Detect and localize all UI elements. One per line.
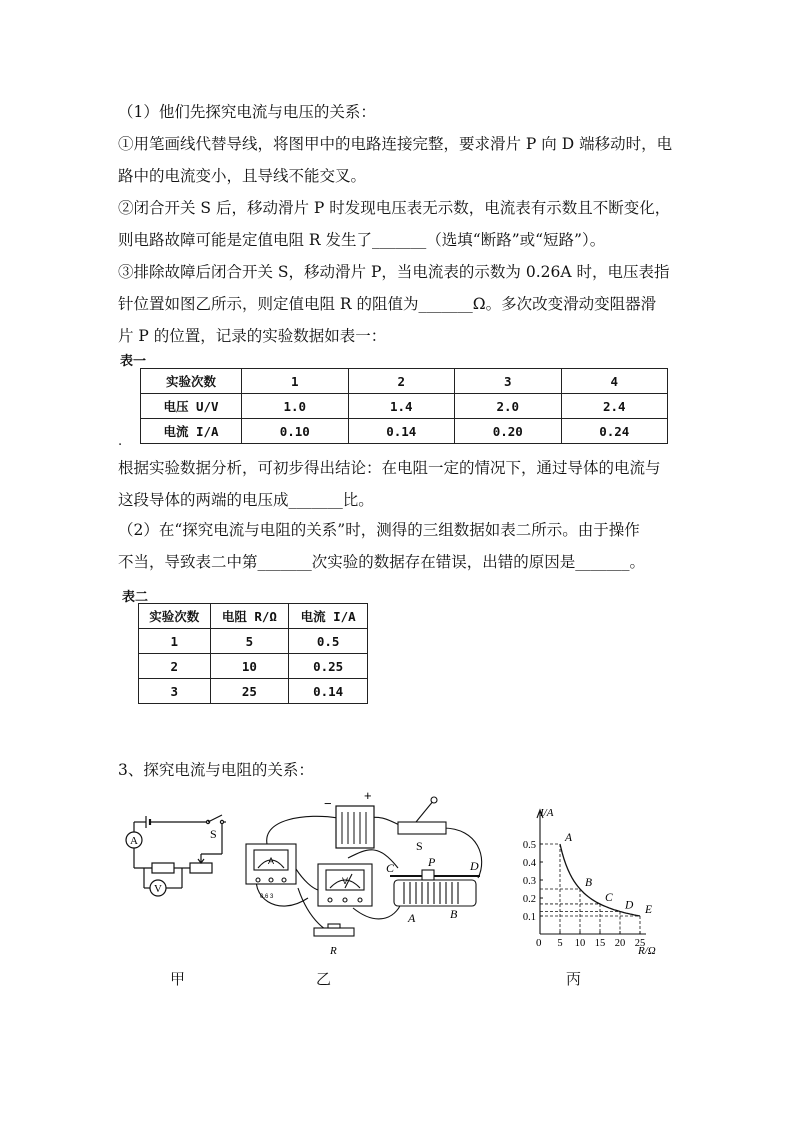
battery-minus-label: − [324,796,332,811]
table-cell: 2.4 [561,394,668,419]
rheostat-terminal-d: D [470,859,479,873]
knife-switch-icon [398,797,446,834]
point-label-d: D [625,899,634,912]
y-tick-label: 0.4 [522,858,536,869]
part2-line2: 不当，导致表二中第_______次实验的数据存在错误，出错的原因是_______。 [118,553,646,571]
x-tick-label: 10 [574,938,586,949]
switch-label: S [416,839,423,853]
table-row [141,369,668,394]
table-cell: 2 [139,654,211,679]
table-cell: 0.25 [289,654,368,679]
circuit-diagram-jia [118,810,240,910]
section3-title: 3、探究电流与电阻的关系： [118,761,314,779]
table-cell: 0.5 [289,629,368,654]
table-cell: 2.0 [455,394,562,419]
resistor-label: R [330,945,337,957]
rheostat-terminal-b: B [450,907,458,921]
rheostat-terminal-c: C [386,861,395,875]
table2-label: 表二 [122,590,149,605]
figure-caption-jia: 甲 [170,970,186,988]
table-cell: 1.0 [242,394,349,419]
y-tick-label: 0.3 [522,876,536,887]
figure-caption-bing: 丙 [566,970,582,988]
part1-heading: （1）他们先探究电流与电压的关系： [118,103,376,121]
part2-line1: （2）在“探究电流与电阻的关系”时，测得的三组数据如表二所示。由于操作 [118,521,640,539]
table-cell: 1.4 [348,394,455,419]
battery-icon [336,806,374,848]
rheostat-slider-p: P [428,855,436,869]
table-cell: 实验次数 [141,369,242,394]
stray-dot: . [118,434,123,449]
point-label-c: C [605,891,613,904]
table-cell: 0.10 [242,419,349,444]
table-cell: 10 [210,654,289,679]
question3-line1: ③排除故障后闭合开关 S，移动滑片 P，当电流表的示数为 0.26A 时，电压表指 [118,263,670,281]
y-tick-label: 0.1 [522,912,536,923]
table-cell: 0.14 [289,679,368,704]
current-resistance-graph [500,800,670,960]
table-cell: 电流 I/A [141,419,242,444]
table-row [139,679,368,704]
x-tick-label: 15 [594,938,606,949]
battery-plus-label: + [364,788,372,803]
table-row [139,629,368,654]
table-cell: 3 [139,679,211,704]
switch-blade [208,815,222,822]
switch-contact [220,820,223,823]
rheostat [190,863,212,873]
question1-line1: ①用笔画线代替导线，将图甲中的电路连接完整，要求滑片 P 向 D 端移动时，电 [118,135,673,153]
conclusion-line2: 这段导体的两端的电压成_______比。 [118,491,374,509]
question2-line2: 则电路故障可能是定值电阻 R 发生了_______（选填“断路”或“短路”）。 [118,231,606,249]
table2 [138,603,368,704]
ammeter-face-label: A [268,856,275,866]
voltmeter-label: V [154,883,162,895]
table-cell: 电流 I/A [289,604,368,629]
y-axis-label: I/A [540,807,554,819]
voltmeter-face-label: V [342,876,349,886]
point-label-e: E [645,904,653,916]
table-cell: 4 [561,369,668,394]
table-cell: 实验次数 [139,604,211,629]
question2-line1: ②闭合开关 S 后，移动滑片 P 时发现电压表无示数，电流表有示数且不断变化， [118,199,671,217]
table1 [140,368,668,444]
ammeter-scale-label: 0.6 3 [260,894,274,900]
question3-line2: 针位置如图乙所示，则定值电阻 R 的阻值为_______Ω。多次改变滑动变阻器滑 [118,295,657,313]
table-cell: 1 [139,629,211,654]
table-row [139,604,368,629]
origin-label: 0 [536,937,542,949]
table-cell: 3 [455,369,562,394]
table-cell: 0.14 [348,419,455,444]
table-cell: 25 [210,679,289,704]
wire [267,816,338,848]
table-cell: 0.24 [561,419,668,444]
table1-label: 表一 [120,354,147,369]
table-cell: 2 [348,369,455,394]
question1-line2: 路中的电流变小，且导线不能交叉。 [118,167,367,185]
y-tick-label: 0.2 [522,894,536,905]
table-row [141,419,668,444]
table-cell: 电压 U/V [141,394,242,419]
x-axis-label: R/Ω [638,945,656,957]
x-tick-label: 25 [634,938,646,949]
x-tick-label: 5 [557,938,563,949]
table-cell: 0.20 [455,419,562,444]
apparatus-diagram-yi [238,788,496,960]
x-tick-label: 20 [614,938,626,949]
switch-label: S [210,827,217,841]
table-row [139,654,368,679]
sliding-rheostat-icon [390,870,480,906]
y-tick-label: 0.5 [522,840,536,851]
ammeter-label: A [130,835,138,847]
point-label-a: A [565,832,573,844]
rheostat-terminal-a: A [408,911,416,925]
table-cell: 电阻 R/Ω [210,604,289,629]
fixed-resistor [152,863,174,873]
question3-line3: 片 P 的位置，记录的实验数据如表一： [118,327,387,345]
figure-caption-yi: 乙 [316,970,332,988]
fixed-resistor-icon [314,924,354,936]
conclusion-line1: 根据实验数据分析，可初步得出结论：在电阻一定的情况下，通过导体的电流与 [118,459,661,477]
table-row [141,394,668,419]
table-cell: 1 [242,369,349,394]
table-cell: 5 [210,629,289,654]
point-label-b: B [585,877,593,889]
